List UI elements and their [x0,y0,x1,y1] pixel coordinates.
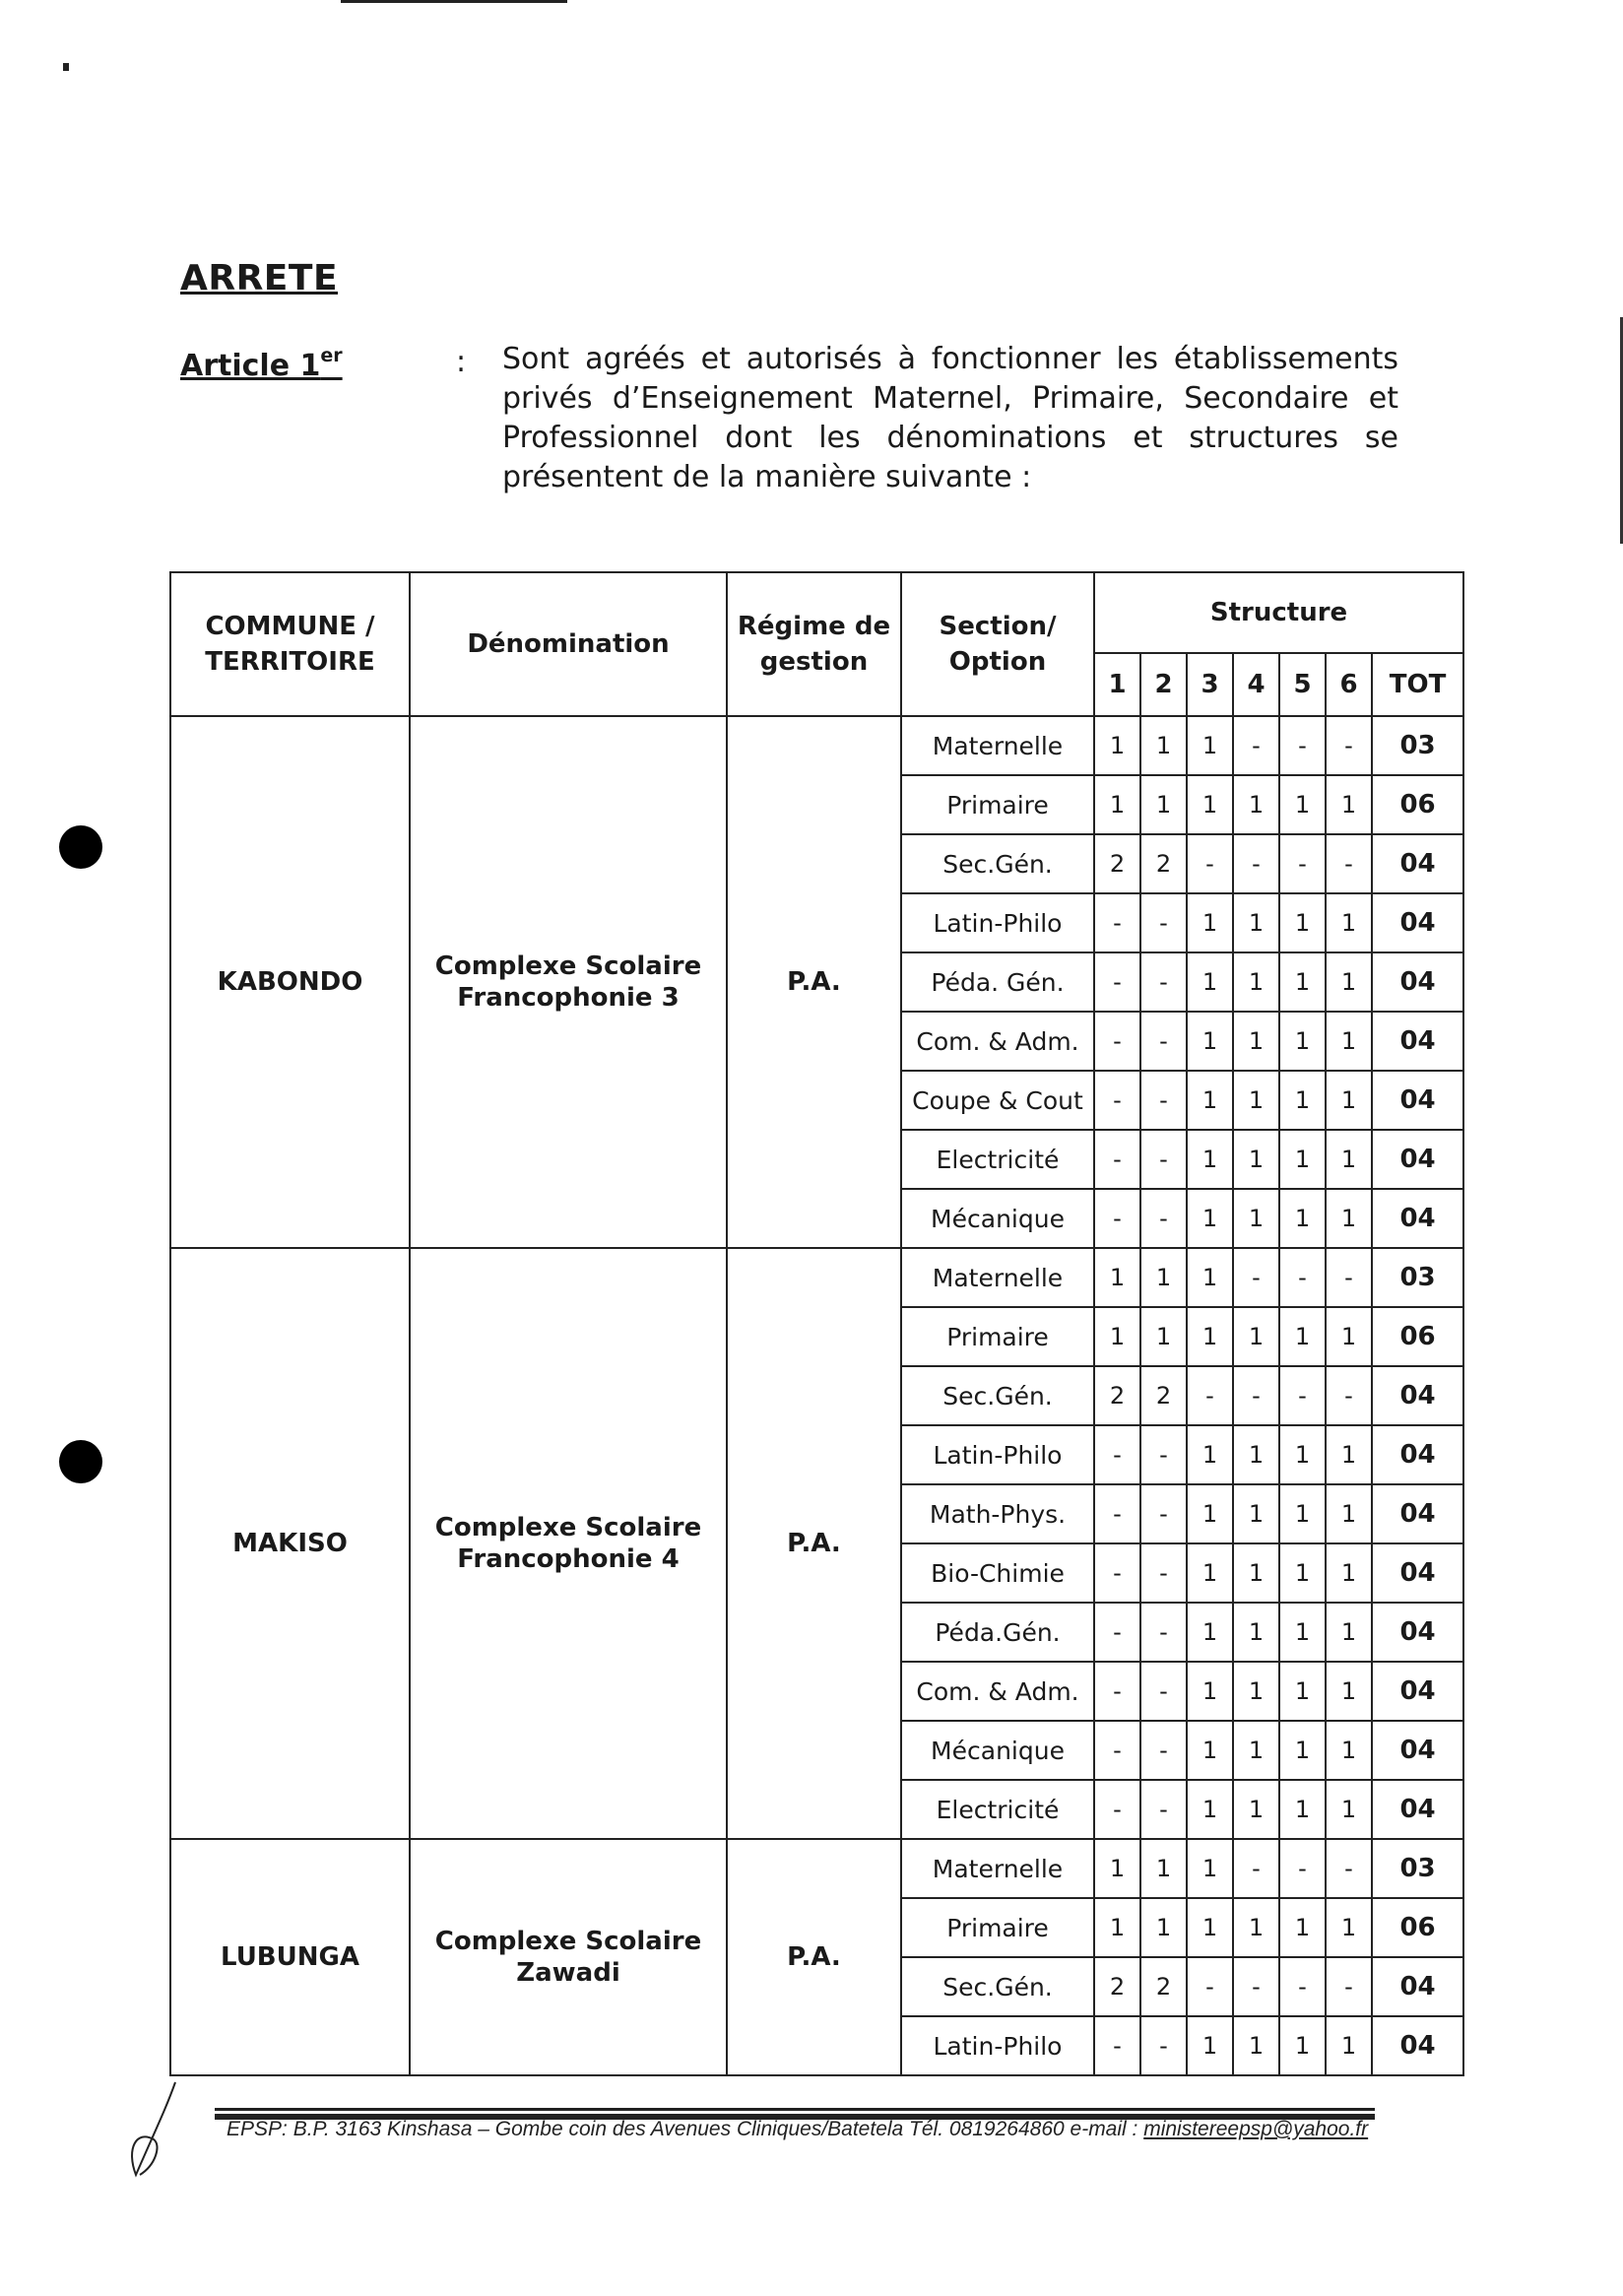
total-cell: 04 [1372,2016,1463,2075]
option-cell: Maternelle [901,1839,1094,1898]
option-cell: Sec.Gén. [901,1366,1094,1425]
header-level-4: 4 [1233,653,1279,716]
level-1-cell: 2 [1094,1957,1140,2016]
total-cell: 04 [1372,1780,1463,1839]
option-cell: Sec.Gén. [901,1957,1094,2016]
level-6-cell: 1 [1326,1071,1372,1130]
article-superscript: er [320,345,343,366]
level-6-cell: - [1326,716,1372,775]
level-2-cell: 2 [1140,834,1187,893]
total-cell: 04 [1372,834,1463,893]
level-3-cell: - [1187,1366,1233,1425]
level-1-cell: - [1094,1662,1140,1721]
level-3-cell: 1 [1187,716,1233,775]
level-4-cell: 1 [1233,1189,1279,1248]
total-cell: 04 [1372,1543,1463,1603]
level-1-cell: - [1094,1484,1140,1543]
level-2-cell: - [1140,1484,1187,1543]
level-3-cell: 1 [1187,1721,1233,1780]
option-cell: Péda. Gén. [901,952,1094,1012]
total-cell: 03 [1372,1839,1463,1898]
level-2-cell: - [1140,1543,1187,1603]
level-5-cell: 1 [1279,1780,1326,1839]
level-1-cell: 1 [1094,775,1140,834]
header-level-6: 6 [1326,653,1372,716]
denomination-cell: Complexe Scolaire Zawadi [410,1839,727,2075]
level-5-cell: 1 [1279,1543,1326,1603]
table-header [170,572,1463,716]
level-5-cell: 1 [1279,893,1326,952]
total-cell: 04 [1372,1425,1463,1484]
level-6-cell: - [1326,1839,1372,1898]
level-5-cell: 1 [1279,1012,1326,1071]
level-6-cell: - [1326,1248,1372,1307]
footer-email-link[interactable]: ministereepsp@yahoo.fr [1143,2118,1369,2140]
level-2-cell: - [1140,1603,1187,1662]
scan-artifact [63,63,69,71]
option-cell: Com. & Adm. [901,1012,1094,1071]
table-row [170,1248,1463,1307]
level-6-cell: - [1326,1957,1372,2016]
level-4-cell: 1 [1233,1780,1279,1839]
level-3-cell: - [1187,834,1233,893]
level-5-cell: - [1279,834,1326,893]
total-cell: 03 [1372,1248,1463,1307]
level-1-cell: - [1094,1780,1140,1839]
option-cell: Electricité [901,1780,1094,1839]
level-2-cell: 1 [1140,1898,1187,1957]
level-6-cell: 1 [1326,1543,1372,1603]
level-3-cell: 1 [1187,1071,1233,1130]
denomination-cell: Complexe Scolaire Francophonie 3 [410,716,727,1248]
level-1-cell: 1 [1094,1248,1140,1307]
level-2-cell: 2 [1140,1366,1187,1425]
level-4-cell: - [1233,1839,1279,1898]
level-1-cell: 1 [1094,1307,1140,1366]
option-cell: Latin-Philo [901,1425,1094,1484]
punch-hole [59,1440,102,1483]
footer-address-text: EPSP: B.P. 3163 Kinshasa – Gombe coin des Avenues Cliniques/Batetela Tél. 0819264860 e-mail : [227,2118,1144,2140]
option-cell: Latin-Philo [901,2016,1094,2075]
level-3-cell: 1 [1187,1307,1233,1366]
level-5-cell: 1 [1279,2016,1326,2075]
level-2-cell: 2 [1140,1957,1187,2016]
option-cell: Maternelle [901,1248,1094,1307]
level-4-cell: - [1233,716,1279,775]
level-6-cell: 1 [1326,1130,1372,1189]
level-1-cell: - [1094,1071,1140,1130]
level-5-cell: 1 [1279,1484,1326,1543]
level-4-cell: - [1233,1248,1279,1307]
level-4-cell: 1 [1233,1603,1279,1662]
level-3-cell: 1 [1187,775,1233,834]
total-cell: 03 [1372,716,1463,775]
level-1-cell: - [1094,1603,1140,1662]
level-1-cell: - [1094,2016,1140,2075]
level-3-cell: - [1187,1957,1233,2016]
level-4-cell: 1 [1233,1898,1279,1957]
option-cell: Coupe & Cout [901,1071,1094,1130]
level-4-cell: 1 [1233,1425,1279,1484]
total-cell: 04 [1372,1603,1463,1662]
level-5-cell: 1 [1279,775,1326,834]
level-6-cell: 1 [1326,1307,1372,1366]
level-2-cell: - [1140,1130,1187,1189]
option-cell: Math-Phys. [901,1484,1094,1543]
option-cell: Péda.Gén. [901,1603,1094,1662]
level-2-cell: - [1140,2016,1187,2075]
level-3-cell: 1 [1187,1130,1233,1189]
level-1-cell: 1 [1094,1898,1140,1957]
level-6-cell: 1 [1326,1898,1372,1957]
level-6-cell: 1 [1326,1603,1372,1662]
option-cell: Com. & Adm. [901,1662,1094,1721]
header-structure: Structure [1094,572,1463,653]
header-level-1: 1 [1094,653,1140,716]
total-cell: 04 [1372,1189,1463,1248]
option-cell: Maternelle [901,716,1094,775]
level-4-cell: 1 [1233,775,1279,834]
total-cell: 04 [1372,952,1463,1012]
level-6-cell: - [1326,1366,1372,1425]
regime-cell: P.A. [727,1839,901,2075]
level-6-cell: 1 [1326,952,1372,1012]
total-cell: 04 [1372,1130,1463,1189]
footer-address [227,2118,1408,2141]
level-6-cell: 1 [1326,1012,1372,1071]
level-1-cell: - [1094,1425,1140,1484]
total-cell: 06 [1372,775,1463,834]
level-2-cell: 1 [1140,775,1187,834]
level-4-cell: 1 [1233,893,1279,952]
level-6-cell: - [1326,834,1372,893]
level-4-cell: 1 [1233,2016,1279,2075]
level-5-cell: 1 [1279,1721,1326,1780]
header-level-tot: TOT [1372,653,1463,716]
total-cell: 04 [1372,1721,1463,1780]
signature-mark [126,2080,185,2179]
level-2-cell: - [1140,893,1187,952]
level-1-cell: - [1094,1543,1140,1603]
level-4-cell: 1 [1233,1484,1279,1543]
level-6-cell: 1 [1326,1662,1372,1721]
level-2-cell: - [1140,1721,1187,1780]
level-3-cell: 1 [1187,952,1233,1012]
level-3-cell: 1 [1187,1189,1233,1248]
level-5-cell: 1 [1279,1307,1326,1366]
level-2-cell: 1 [1140,1248,1187,1307]
level-5-cell: - [1279,1957,1326,2016]
header-level-3: 3 [1187,653,1233,716]
table-row [170,1839,1463,1898]
level-6-cell: 1 [1326,1780,1372,1839]
structure-table [169,571,1464,2076]
total-cell: 04 [1372,1071,1463,1130]
level-3-cell: 1 [1187,1839,1233,1898]
level-2-cell: - [1140,1425,1187,1484]
punch-hole [59,825,102,869]
level-4-cell: 1 [1233,1130,1279,1189]
option-cell: Sec.Gén. [901,834,1094,893]
level-1-cell: - [1094,1012,1140,1071]
denomination-cell: Complexe Scolaire Francophonie 4 [410,1248,727,1839]
table-body [170,716,1463,2075]
option-cell: Primaire [901,1898,1094,1957]
level-2-cell: - [1140,1780,1187,1839]
level-3-cell: 1 [1187,1662,1233,1721]
level-4-cell: 1 [1233,1012,1279,1071]
level-6-cell: 1 [1326,2016,1372,2075]
level-1-cell: 2 [1094,1366,1140,1425]
level-3-cell: 1 [1187,1248,1233,1307]
level-5-cell: 1 [1279,1071,1326,1130]
header-level-5: 5 [1279,653,1326,716]
level-3-cell: 1 [1187,1603,1233,1662]
level-3-cell: 1 [1187,1425,1233,1484]
level-1-cell: - [1094,952,1140,1012]
commune-cell: KABONDO [170,716,410,1248]
header-section: Section/ Option [901,572,1094,716]
total-cell: 04 [1372,1662,1463,1721]
commune-cell: LUBUNGA [170,1839,410,2075]
level-3-cell: 1 [1187,2016,1233,2075]
level-6-cell: 1 [1326,1189,1372,1248]
level-5-cell: - [1279,1839,1326,1898]
total-cell: 06 [1372,1307,1463,1366]
level-4-cell: - [1233,1366,1279,1425]
level-6-cell: 1 [1326,1721,1372,1780]
level-2-cell: - [1140,1012,1187,1071]
level-6-cell: 1 [1326,1484,1372,1543]
option-cell: Latin-Philo [901,893,1094,952]
level-5-cell: 1 [1279,1130,1326,1189]
option-cell: Mécanique [901,1721,1094,1780]
level-5-cell: - [1279,1366,1326,1425]
article-colon: : [456,345,467,379]
level-1-cell: 2 [1094,834,1140,893]
level-5-cell: 1 [1279,1662,1326,1721]
regime-cell: P.A. [727,1248,901,1839]
option-cell: Electricité [901,1130,1094,1189]
level-2-cell: 1 [1140,716,1187,775]
article-number: Article 1 [180,349,321,383]
level-1-cell: - [1094,1130,1140,1189]
level-5-cell: 1 [1279,1898,1326,1957]
article-label [180,345,343,383]
total-cell: 04 [1372,1366,1463,1425]
option-cell: Mécanique [901,1189,1094,1248]
level-5-cell: - [1279,716,1326,775]
total-cell: 04 [1372,1957,1463,2016]
level-4-cell: - [1233,1957,1279,2016]
level-4-cell: - [1233,834,1279,893]
total-cell: 04 [1372,1012,1463,1071]
total-cell: 04 [1372,1484,1463,1543]
level-3-cell: 1 [1187,1780,1233,1839]
level-1-cell: - [1094,893,1140,952]
level-5-cell: 1 [1279,1189,1326,1248]
level-1-cell: 1 [1094,1839,1140,1898]
level-2-cell: - [1140,1662,1187,1721]
header-regime: Régime de gestion [727,572,901,716]
regime-cell: P.A. [727,716,901,1248]
option-cell: Primaire [901,1307,1094,1366]
level-4-cell: 1 [1233,1307,1279,1366]
level-5-cell: 1 [1279,952,1326,1012]
document-heading: ARRETE [180,258,339,298]
level-1-cell: - [1094,1721,1140,1780]
option-cell: Primaire [901,775,1094,834]
scan-artifact [341,0,567,3]
table-row [170,716,1463,775]
level-5-cell: - [1279,1248,1326,1307]
level-3-cell: 1 [1187,893,1233,952]
level-4-cell: 1 [1233,1662,1279,1721]
total-cell: 04 [1372,893,1463,952]
level-3-cell: 1 [1187,1484,1233,1543]
level-4-cell: 1 [1233,1071,1279,1130]
level-6-cell: 1 [1326,1425,1372,1484]
level-4-cell: 1 [1233,952,1279,1012]
level-3-cell: 1 [1187,1898,1233,1957]
level-2-cell: 1 [1140,1839,1187,1898]
level-5-cell: 1 [1279,1603,1326,1662]
level-2-cell: - [1140,1189,1187,1248]
article-text: Sont agréés et autorisés à fonctionner les établissements privés d’Enseignement Maternel, Primaire, Secondaire et Professionnel dont les dénominations et structures se présentent de la manière suivante : [502,342,1398,494]
level-2-cell: 1 [1140,1307,1187,1366]
header-commune: COMMUNE / TERRITOIRE [170,572,410,716]
footer-rule [215,2108,1375,2111]
level-4-cell: 1 [1233,1721,1279,1780]
level-3-cell: 1 [1187,1012,1233,1071]
level-5-cell: 1 [1279,1425,1326,1484]
level-4-cell: 1 [1233,1543,1279,1603]
option-cell: Bio-Chimie [901,1543,1094,1603]
total-cell: 06 [1372,1898,1463,1957]
header-level-2: 2 [1140,653,1187,716]
commune-cell: MAKISO [170,1248,410,1839]
level-6-cell: 1 [1326,775,1372,834]
header-denomination: Dénomination [410,572,727,716]
level-1-cell: 1 [1094,716,1140,775]
level-6-cell: 1 [1326,893,1372,952]
level-3-cell: 1 [1187,1543,1233,1603]
level-2-cell: - [1140,1071,1187,1130]
level-1-cell: - [1094,1189,1140,1248]
level-2-cell: - [1140,952,1187,1012]
